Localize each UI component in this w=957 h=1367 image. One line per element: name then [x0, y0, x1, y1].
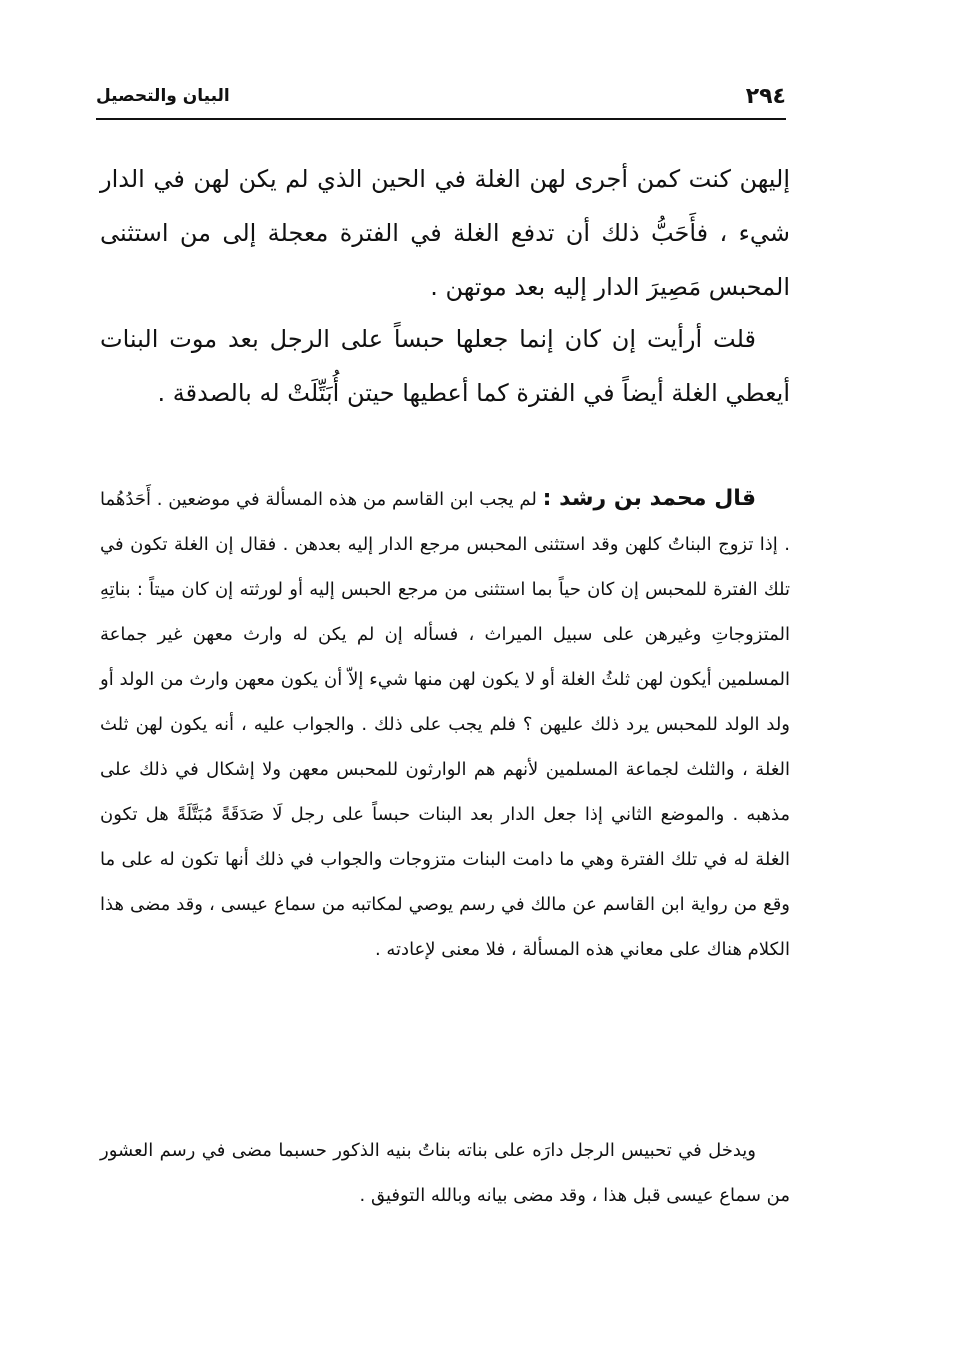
paragraph-4-text: ويدخل في تحبيس الرجل دارَه على بناته بناتُ بنيه الذكور حسبما مضى في رسم العشور من سماع عيسى قبل هذا ، وقد مضى بيانه وبالله التوفيق .	[100, 1140, 790, 1206]
paragraph-2-text: قلت أرأيت إن كان إنما جعلها حبساً على الرجل بعد موت البنات أيعطي الغلة أيضاً في الفترة كما أعطيها حيتن أُبَتِّلَتْ له بالصدقة .	[100, 325, 790, 407]
paragraph-4	[100, 1128, 790, 1218]
page-number: ٢٩٤	[745, 84, 786, 109]
paragraph-1	[100, 152, 790, 314]
paragraph-1-text: إليهن كنت كمن أجرى لهن الغلة في الحين الذي لم يكن لهن في الدار شيء ، فأَحَبُّ ذلك أن تدفع الغلة في الفترة معجلة إلى من استثنى المحبس مَصِيرَ الدار إليه بعد موتهن .	[100, 165, 790, 301]
commentary-speaker: قال محمد بن رشد :	[542, 486, 756, 511]
commentary-text: لم يجب ابن القاسم من هذه المسألة في موضعين . أَحَدُهُما . إذا تزوج البناتُ كلهن وقد استثنى المحبس مرجع الدار إليه بعدهن . فقال إن الغلة تكون في تلك الفترة للمحبس إن كان حياً بما استثنى من مرجع الحبس إليه أو لورثته إن كان ميتاً : بناتِهِ المتزوجاتِ وغيرهن على سبيل الميراث ، فسأله إن لم يكن له وارث معهن غير جماعة المسلمين أيكون لهن ثلثُ الغلة أو لا يكون لهن منها شيء إلاّ أن يكون معهن وارث من الولد أو ولد الولد للمحبس يرد ذلك عليهن ؟ فلم يجب على ذلك . والجواب عليه ، أنه يكون لهن ثلث الغلة ، والثلث لجماعة المسلمين لأنهم هم الوارثون للمحبس معهن ولا إشكال في ذلك على مذهبه . والموضع الثاني إذا جعل الدار بعد البنات حبساً على رجل لَا صَدَقَةً مُبَتَّلَةً هل تكون الغلة له في تلك الفترة وهي ما دامت البنات متزوجات والجواب في ذلك أنها تكون له على ما وقع من رواية ابن القاسم عن مالك في رسم يوصي لمكاتبه من سماع عيسى ، وقد مضى هذا الكلام هناك على معاني هذه المسألة ، فلا معنى لإعادته .	[100, 489, 790, 960]
paragraph-2	[100, 312, 790, 420]
page-header	[96, 84, 786, 120]
commentary-paragraph	[100, 476, 790, 972]
running-title: البيان والتحصيل	[96, 86, 230, 106]
